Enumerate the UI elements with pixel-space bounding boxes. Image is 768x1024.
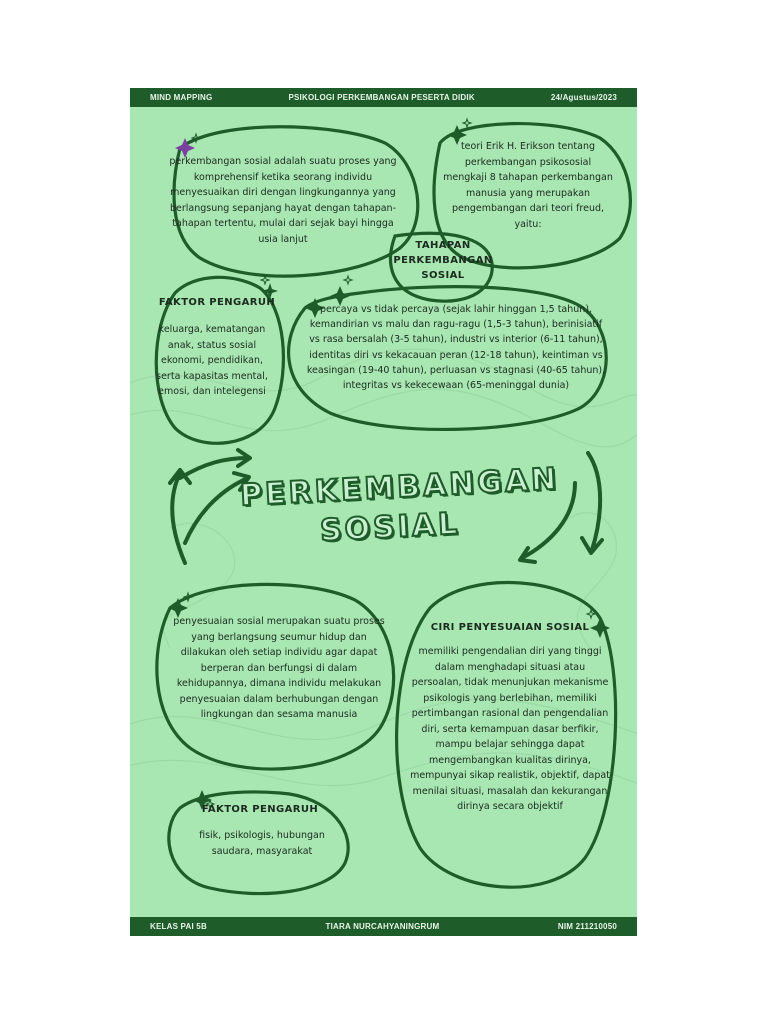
erikson-text: teori Erik H. Erikson tentang perkembangan psikososial mengkaji 8 tahapan perkembangan manusia yang merupakan pengembangan dari teori freud, yaitu:: [443, 141, 613, 230]
title-line1: PERKEMBANGAN: [239, 461, 561, 514]
ciri-text: memiliki pengendalian diri yang tinggi dalam menghadapi situasi atau persoalan, tidak menunjukan mekanisme psikologis yang berlebihan, memiliki pertimbangan rasional dan pengendalian diri, serta kemampuan dasar berfikir, mampu belajar sehingga dapat mengembangkan kualitas dirinya, mempunyai sikap realistik, objektif, dapat menilai situasi, masalah dan kekurangan dirinya secara objektif: [410, 646, 610, 812]
faktor1-heading: FAKTOR PENGARUH: [158, 297, 276, 308]
faktor2-heading: FAKTOR PENGARUH: [201, 804, 319, 815]
footer-right: NIM 211210050: [557, 922, 617, 931]
header-bar: [130, 88, 637, 107]
small-sparkle-icon: [344, 276, 352, 284]
ciri-heading: CIRI PENYESUAIAN SOSIAL: [430, 622, 590, 633]
small-sparkle-icon: [463, 119, 471, 127]
tahapan-text: percaya vs tidak percaya (sejak lahir hinggan 1,5 tahun), kemandirian vs malu dan ragu-ragu (1,5-3 tahun), berinisiatif vs rasa bersalah (3-5 tahun), industri vs interior (6-11 tahun), identitas diri vs kekacauan peran (12-18 tahun), keintiman vs keasingan (19-40 tahun), perluasan vs stagnasi (40-65 tahun), integritas vs kekecewaan (65-meninggal dunia): [306, 304, 606, 392]
header-center: PSIKOLOGI PERKEMBANGAN PESERTA DIDIK: [288, 93, 475, 102]
penyesuaian-text: penyesuaian sosial merupakan suatu proses yang berlangsung seumur hidup dan dilakukan oleh setiap individu agar dapat berperan dan berfungsi di dalam kehidupannya, dimana individu melakukan penyesuaian dalam berhubungan dengan lingkungan dan sesama manusia: [173, 616, 385, 720]
arrow-right-down: [582, 453, 602, 553]
poster: [130, 88, 637, 936]
title-line2: SOSIAL: [319, 506, 462, 549]
footer-bar: [130, 917, 637, 936]
faktor1-text: keluarga, kematangan anak, status sosial ekonomi, pendidikan, serta kapasitas mental, emosi, dan intelegensi: [156, 324, 268, 397]
tahapan-heading: TAHAPAN PERKEMBANGAN SOSIAL: [393, 240, 493, 281]
definition-text: perkembangan sosial adalah suatu proses yang komprehensif ketika seorang individu menyesuaikan diri dengan lingkungannya yang berlangsung sepanjang hayat dengan tahapan-tahapan tertentu, mulai dari sejak bayi hingga usia lanjut: [169, 156, 397, 245]
footer-left: KELAS PAI 5B: [150, 922, 207, 931]
footer-center: TIARA NURCAHYANINGRUM: [325, 922, 440, 931]
header-left: MIND MAPPING: [150, 93, 213, 102]
header-right: 24/Agustus/2023: [550, 93, 617, 102]
faktor2-text: fisik, psikologis, hubungan saudara, masyarakat: [199, 830, 325, 857]
arrow-left-curve: [170, 470, 190, 563]
